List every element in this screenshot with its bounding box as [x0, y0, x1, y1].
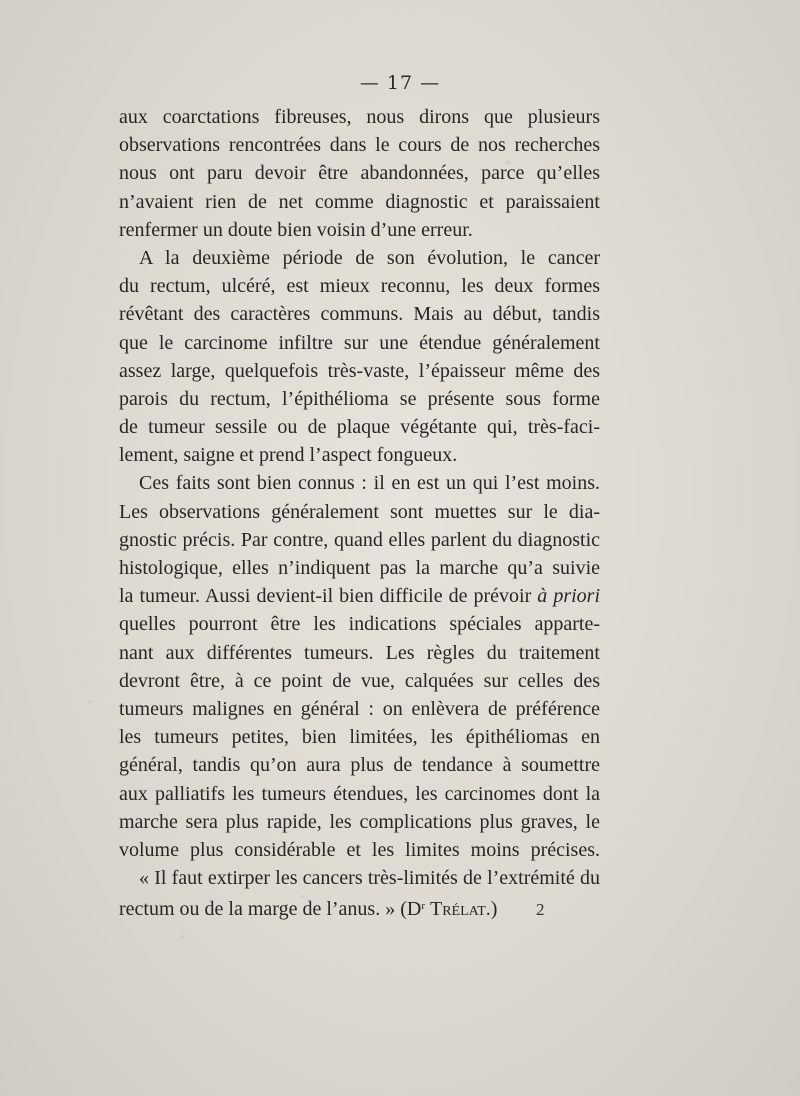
text-line: quelles pourront être les indications spéciales apparte-: [119, 613, 600, 636]
text-line: gnostic précis. Par contre, quand elles parlent du diagnostic: [119, 528, 600, 551]
page-number: — 17 —: [359, 72, 441, 94]
text-line: révêtant des caractères communs. Mais au début, tandis: [119, 303, 600, 326]
text-line: nous ont paru devoir être abandonnées, parce qu’elles: [119, 162, 600, 185]
text-line: de tumeur sessile ou de plaque végétante qui, très-faci-: [119, 416, 600, 439]
paper-spot: [180, 935, 184, 939]
signature-mark: 2: [536, 900, 545, 919]
text-line: les tumeurs petites, bien limitées, les épithéliomas en: [119, 726, 600, 749]
italic-phrase: à priori: [537, 585, 601, 608]
text-line: que le carcinome infiltre sur une étendue généralement: [119, 331, 600, 354]
text-line: Les observations généralement sont muettes sur le dia-: [119, 500, 600, 523]
text-line: assez large, quelquefois très-vaste, l’épaisseur même des: [119, 359, 600, 382]
paper-spot: [88, 700, 93, 704]
text-line: volume plus considérable et les limites moins précises.: [119, 838, 600, 861]
citation-author: Trélat: [429, 898, 486, 921]
text-line: nant aux différentes tumeurs. Les règles du traitement: [119, 641, 600, 664]
body-text: [119, 103, 600, 920]
doctor-superscript: r: [421, 900, 425, 913]
text-line: « Il faut extirper les cancers très-limités de l’extrémité du: [139, 867, 600, 890]
text-line: aux palliatifs les tumeurs étendues, les carcinomes dont la: [119, 782, 600, 805]
text-line: n’avaient rien de net comme diagnostic et paraissaient: [119, 190, 600, 213]
text-line: A la deuxième période de son évolution, le cancer: [139, 246, 600, 269]
text-line-with-citation: [119, 892, 600, 920]
text-line: du rectum, ulcéré, est mieux reconnu, les deux formes: [119, 275, 600, 298]
text-segment: rectum ou de la marge de l’anus. » (D: [119, 898, 422, 921]
text-line: histologique, elles n’indiquent pas la marche qu’a suivie: [119, 557, 600, 579]
text-line: marche sera plus rapide, les complications plus graves, le: [119, 810, 600, 833]
text-line: Ces faits sont bien connus : il en est un qui l’est moins.: [139, 472, 600, 495]
text-line: observations rencontrées dans le cours de nos recherches: [119, 134, 600, 157]
text-line: renfermer un doute bien voisin d’une erreur.: [119, 218, 473, 241]
text-line: devront être, à ce point de vue, calquées sur celles des: [119, 669, 600, 692]
text-line: général, tandis qu’on aura plus de tendance à soumettre: [119, 754, 600, 777]
text-line: tumeurs malignes en général : on enlèvera de préférence: [119, 697, 600, 720]
text-line: aux coarctations fibreuses, nous dirons que plusieurs: [119, 106, 600, 128]
text-line-with-italic: [119, 582, 600, 610]
citation-closing: .): [485, 898, 498, 921]
text-line: lement, saigne et prend l’aspect fongueux.: [119, 444, 458, 467]
text-line: parois du rectum, l’épithélioma se présente sous forme: [119, 387, 600, 410]
text-segment: la tumeur. Aussi devient-il bien difficile de prévoir: [119, 585, 532, 608]
